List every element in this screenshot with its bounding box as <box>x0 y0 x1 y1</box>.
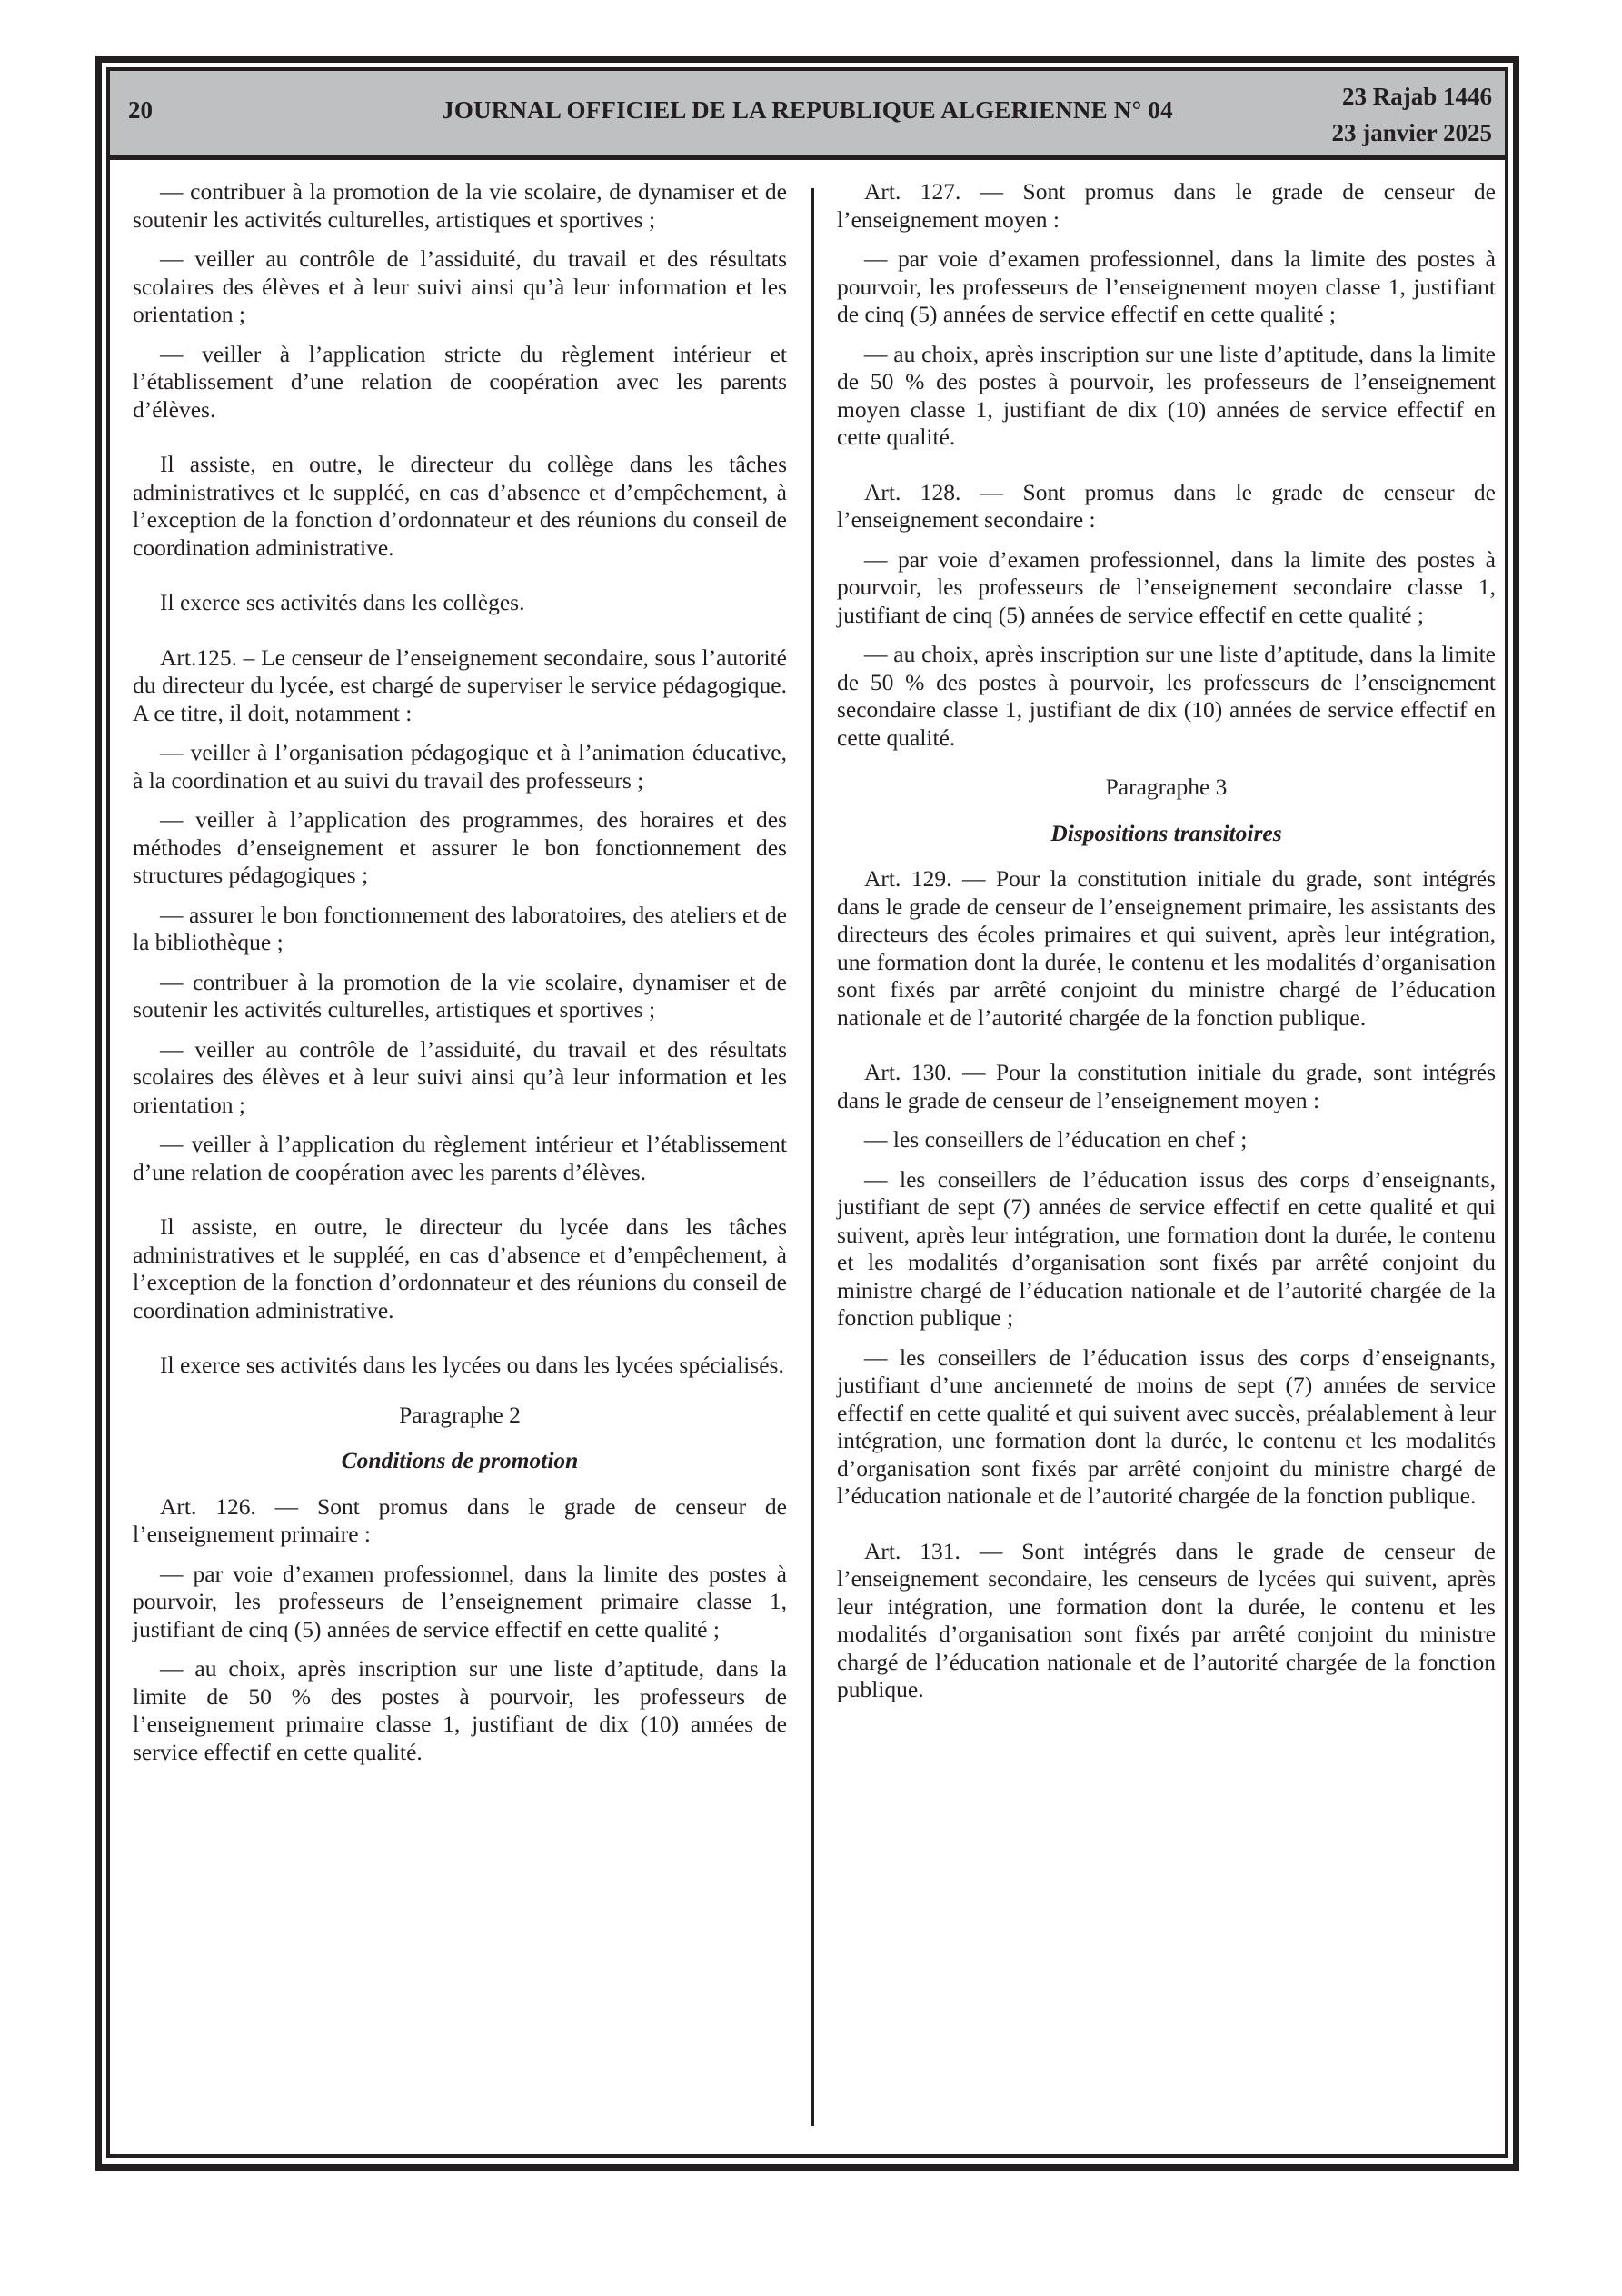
paragraph: Il exerce ses activités dans les lycées ou dans les lycées spécialisés. <box>160 1352 784 1378</box>
paragraph: — par voie d’examen professionnel, dans la limite des postes à pourvoir, les professeurs de l’enseignement primaire classe 1, justifiant de cinq (5) années de service effectif en cette qualité ; <box>133 1560 787 1642</box>
paragraph-heading: Paragraphe 3 <box>1105 774 1228 800</box>
paragraph: — contribuer à la promotion de la vie scolaire, de dynamiser et de soutenir les activités culturelles, artistiques et sportives ; <box>133 178 787 233</box>
paragraph: — veiller au contrôle de l’assiduité, du travail et des résultats scolaires des élèves et à leur suivi ainsi qu’à leur information et les orientation ; <box>133 1035 787 1118</box>
paragraph: — veiller à l’organisation pédagogique et à l’animation éducative, à la coordination et au suivi du travail des professeurs ; <box>133 739 787 794</box>
article-125: Art.125. – Le censeur de l’enseignement secondaire, sous l’autorité du directeur du lycée, est chargé de superviser le service pédagogique. A ce titre, il doit, notamment : <box>133 644 787 726</box>
article-126: Art. 126. — Sont promus dans le grade de censeur de l’enseignement primaire : <box>133 1492 787 1547</box>
paragraph: — au choix, après inscription sur une liste d’aptitude, dans la limite de 50 % des postes à pourvoir, les professeurs de l’enseignement moyen classe 1, justifiant de dix (10) années de service effectif en cette qualité. <box>837 340 1496 450</box>
article-130: Art. 130. — Pour la constitution initiale du grade, sont intégrés dans le grade de censeur de l’enseignement moyen : <box>837 1059 1496 1113</box>
gregorian-date: 23 janvier 2025 <box>1331 119 1492 146</box>
article-128: Art. 128. — Sont promus dans le grade de censeur de l’enseignement secondaire : <box>837 478 1496 533</box>
paragraph: — contribuer à la promotion de la vie scolaire, dynamiser et de soutenir les activités culturelles, artistiques et sportives ; <box>133 968 787 1023</box>
paragraph: — par voie d’examen professionnel, dans la limite des postes à pourvoir, les professeurs de l’enseignement secondaire classe 1, justifiant de cinq (5) années de service effectif en cette qualité ; <box>837 545 1496 628</box>
paragraph: — au choix, après inscription sur une liste d’aptitude, dans la limite de 50 % des postes à pourvoir, les professeurs de l’enseignement secondaire classe 1, justifiant de dix (10) années de service effectif en cette qualité. <box>837 641 1496 751</box>
hijri-date: 23 Rajab 1446 <box>1341 83 1492 110</box>
paragraph: — les conseillers de l’éducation issus des corps d’enseignants, justifiant d’une ancienneté de moins de sept (7) années de service effectif en cette qualité et qui suivent avec succès, préalablement à leur intégration, une formation dont la durée, le contenu et les modalités d’organisation sont fixés par arrêté conjoint du ministre chargé de l’éducation nationale et de l’autorité chargée de la fonction publique. <box>837 1343 1496 1509</box>
section-title: Dispositions transitoires <box>1050 819 1282 846</box>
paragraph: — veiller au contrôle de l’assiduité, du travail et des résultats scolaires des élèves et à leur suivi ainsi qu’à leur information et les orientation ; <box>133 245 787 327</box>
body-columns <box>110 160 1505 2154</box>
paragraph: — veiller à l’application du règlement intérieur et l’établissement d’une relation de coopération avec les parents d’élèves. <box>133 1131 787 1185</box>
article-131: Art. 131. — Sont intégrés dans le grade de censeur de l’enseignement secondaire, les censeurs de lycées qui suivent, après leur intégration, une formation dont la durée, le contenu et les modalités d’organisation sont fixés par arrêté conjoint du ministre chargé de l’éducation nationale et de l’autorité chargée de la fonction publique. <box>837 1537 1496 1702</box>
section-title: Conditions de promotion <box>341 1447 579 1473</box>
paragraph: — veiller à l’application stricte du règlement intérieur et l’établissement d’une relation de coopération avec les parents d’élèves. <box>133 340 787 423</box>
paragraph: Il assiste, en outre, le directeur du lycée dans les tâches administratives et le suppléé, en cas d’absence et d’empêchement, à l’exception de la fonction d’ordonnateur et des réunions du conseil de coordination administrative. <box>133 1213 787 1323</box>
column-divider <box>811 188 814 2126</box>
paragraph: Il assiste, en outre, le directeur du collège dans les tâches administratives et le suppléé, en cas d’absence et d’empêchement, à l’exception de la fonction d’ordonnateur et des réunions du conseil de coordination administrative. <box>133 451 787 561</box>
paragraph: — au choix, après inscription sur une liste d’aptitude, dans la limite de 50 % des postes à pourvoir, les professeurs de l’enseignement primaire classe 1, justifiant de dix (10) années de service effectif en cette qualité. <box>133 1655 787 1765</box>
journal-title: JOURNAL OFFICIEL DE LA REPUBLIQUE ALGERIENNE N° 04 <box>442 96 1173 124</box>
paragraph: — les conseillers de l’éducation issus des corps d’enseignants, justifiant de sept (7) années de service effectif en cette qualité et qui suivent, après leur intégration, une formation dont la durée, le contenu et les modalités d’organisation sont fixés par arrêté conjoint du ministre chargé de l’éducation nationale et de l’autorité chargée de la fonction publique ; <box>837 1165 1496 1331</box>
paragraph: — les conseillers de l’éducation en chef ; <box>864 1126 1248 1153</box>
page-number: 20 <box>128 96 153 124</box>
article-127: Art. 127. — Sont promus dans le grade de censeur de l’enseignement moyen : <box>837 178 1496 233</box>
issue-dates <box>1332 78 1493 151</box>
journal-header <box>110 71 1505 160</box>
paragraph: Il exerce ses activités dans les collèges. <box>160 589 525 615</box>
paragraph: — assurer le bon fonctionnement des laboratoires, des ateliers et de la bibliothèque ; <box>133 901 787 955</box>
page-inner-frame <box>106 67 1508 2158</box>
page-frame <box>95 56 1519 2171</box>
right-column <box>837 178 1496 1716</box>
article-129: Art. 129. — Pour la constitution initiale du grade, sont intégrés dans le grade de censeur de l’enseignement primaire, les assistants des directeurs des écoles primaires et qui suivent, après leur intégration, une formation dont la durée, le contenu et les modalités d’organisation sont fixés par arrêté conjoint du ministre chargé de l’éducation nationale et de l’autorité chargée de la fonction publique. <box>837 865 1496 1031</box>
paragraph: — veiller à l’application des programmes, des horaires et des méthodes d’enseignement et assurer le bon fonctionnement des structures pédagogiques ; <box>133 806 787 888</box>
left-column <box>133 178 787 1778</box>
paragraph-heading: Paragraphe 2 <box>399 1401 521 1428</box>
paragraph: — par voie d’examen professionnel, dans la limite des postes à pourvoir, les professeurs de l’enseignement moyen classe 1, justifiant de cinq (5) années de service effectif en cette qualité ; <box>837 245 1496 327</box>
